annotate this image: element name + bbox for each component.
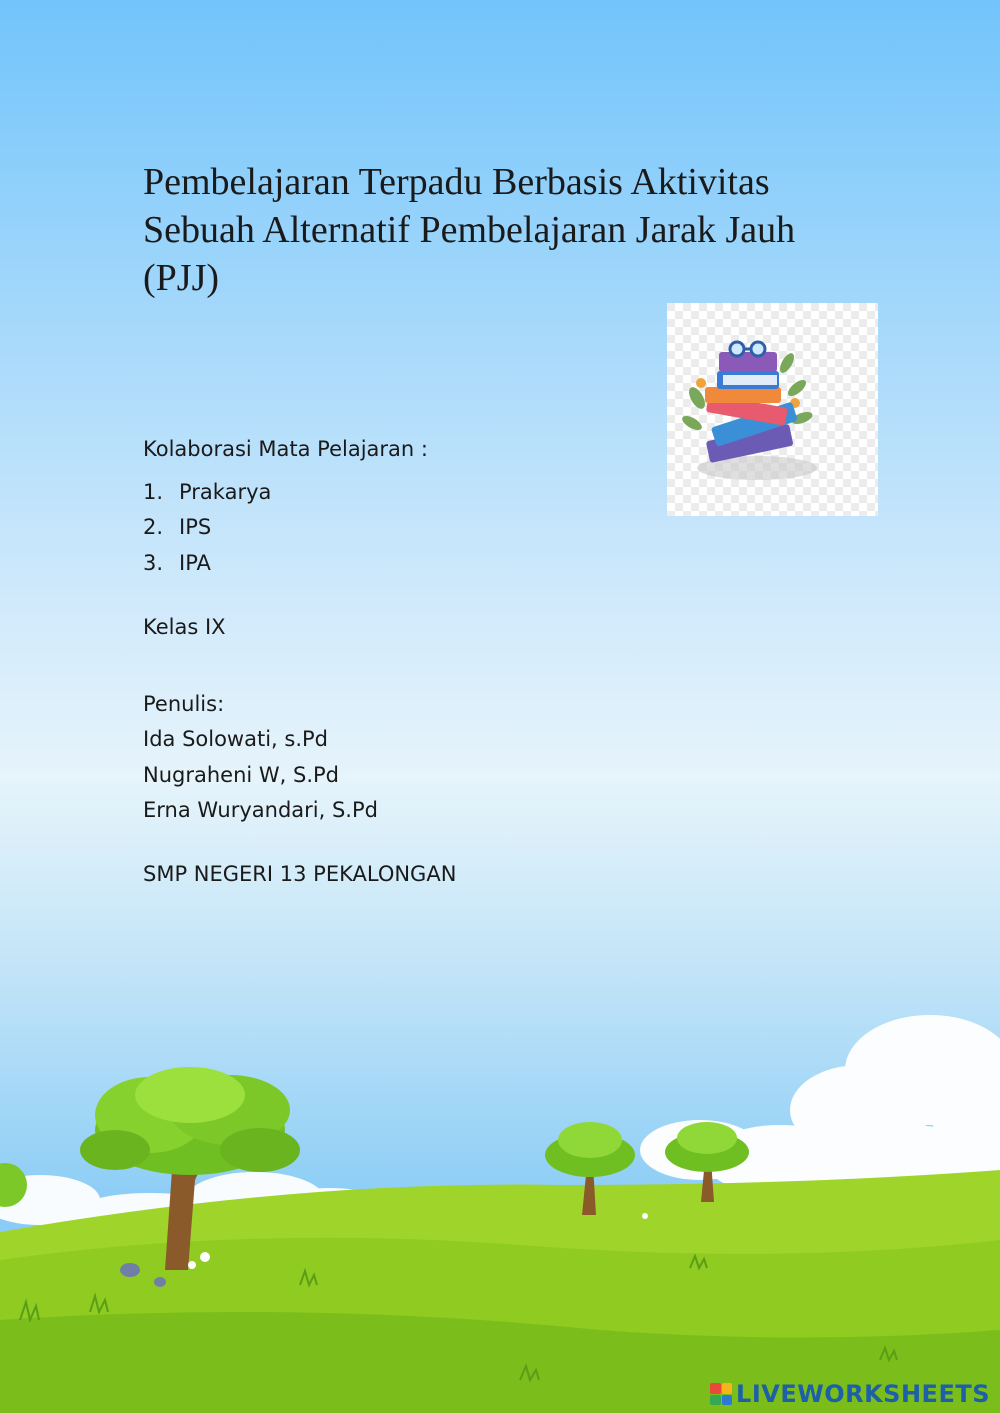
list-number: 1. — [143, 479, 164, 504]
subject-label: IPA — [179, 550, 211, 575]
list-item — [143, 545, 271, 581]
logo-square — [710, 1395, 721, 1406]
author-name: Erna Wuryandari, S.Pd — [143, 798, 378, 823]
author-name: Nugraheni W, S.Pd — [143, 762, 340, 787]
title-line: (PJJ) — [143, 257, 220, 299]
rock — [120, 1263, 140, 1277]
authors-heading: Penulis: — [143, 691, 225, 716]
title-line: Sebuah Alternatif Pembelajaran Jarak Jauh — [143, 209, 796, 251]
authors-block — [143, 686, 378, 828]
subject-label: Prakarya — [179, 479, 272, 504]
liveworksheets-logo-icon — [710, 1383, 732, 1405]
logo-square — [710, 1383, 721, 1394]
subject-label: IPS — [179, 515, 212, 540]
brand-text: LIVEWORKSHEETS — [736, 1380, 990, 1408]
list-number: 2. — [143, 515, 164, 540]
title-line: Pembelajaran Terpadu Berbasis Aktivitas — [143, 161, 770, 203]
list-number: 3. — [143, 550, 164, 575]
brand-watermark — [710, 1380, 990, 1408]
list-item — [143, 510, 271, 546]
logo-square — [722, 1395, 733, 1406]
rock — [154, 1277, 166, 1287]
class-label: Kelas IX — [143, 615, 226, 639]
collaboration-heading: Kolaborasi Mata Pelajaran : — [143, 437, 428, 461]
book-stack-icon — [667, 303, 878, 516]
logo-square — [722, 1383, 733, 1394]
school-name: SMP NEGERI 13 PEKALONGAN — [143, 862, 457, 886]
subject-list — [143, 474, 271, 581]
document-title — [143, 158, 903, 302]
list-item — [143, 474, 271, 510]
author-name: Ida Solowati, s.Pd — [143, 727, 329, 752]
